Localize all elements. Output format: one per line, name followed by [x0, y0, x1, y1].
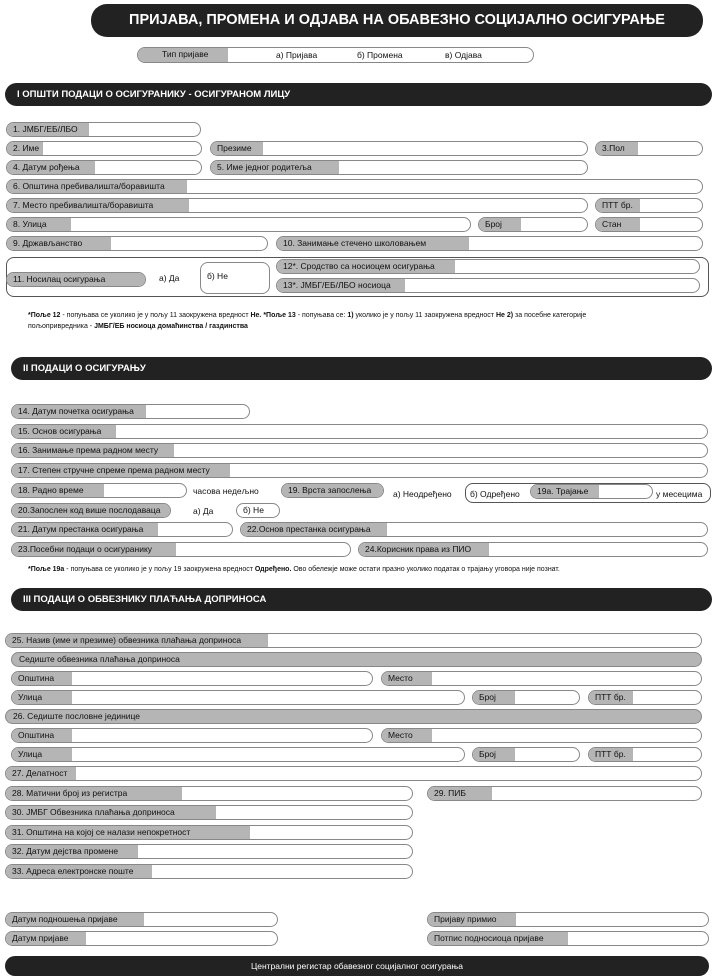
- branch-municipality-label: Општина: [12, 729, 72, 742]
- branch-place-label: Место: [382, 729, 432, 742]
- field-13-holder-jmbg[interactable]: [276, 278, 700, 293]
- field-6-label: 6. Општина пребивалишта/боравишта: [7, 180, 187, 193]
- note-1-g: уколико је у пољу 11 заокружена вредност: [353, 312, 496, 319]
- note-2-a: *Поље 19а: [28, 566, 65, 573]
- note-1-f: 1): [347, 312, 354, 319]
- note-1-i: 2): [504, 312, 514, 319]
- field-2-name[interactable]: [6, 141, 202, 156]
- apartment-label: Стан: [596, 218, 640, 231]
- section-2-note: [28, 564, 708, 575]
- field-24-label: 24.Корисник права из ПИО: [359, 543, 489, 556]
- field-21-end-date[interactable]: [11, 522, 233, 537]
- field-33-email[interactable]: [5, 864, 413, 879]
- section-1-heading: I ОПШТИ ПОДАЦИ О ОСИГУРАНИКУ - ОСИГУРАНОМ ЛИЦУ: [5, 83, 712, 106]
- field-apartment[interactable]: [595, 217, 703, 232]
- field-33-label: 33. Адреса електронске поште: [6, 865, 152, 878]
- payer-place-label: Место: [382, 672, 432, 685]
- field-32-label: 32. Датум дејства промене: [6, 845, 138, 858]
- field-10-occupation[interactable]: [276, 236, 703, 251]
- note-1-d: *Поље 13: [261, 312, 296, 319]
- field-received-by[interactable]: [427, 912, 709, 927]
- field-15-basis[interactable]: [11, 424, 708, 439]
- application-date-label: Датум пријаве: [6, 932, 86, 945]
- section-2-heading: II ПОДАЦИ О ОСИГУРАЊУ: [11, 357, 712, 380]
- field-14-start-date[interactable]: [11, 404, 250, 419]
- branch-street-label: Улица: [12, 748, 72, 761]
- field-29-label: 29. ПИБ: [428, 787, 492, 800]
- field-18-label: 18. Радно време: [12, 484, 104, 497]
- field-payer-postal[interactable]: [588, 690, 702, 705]
- field-11-label: 11. Носилац осигурања: [7, 273, 146, 286]
- footer-registry: Централни регистар обавезног социјалног осигурања: [5, 956, 709, 976]
- employment-indefinite[interactable]: а) Неодређено: [393, 489, 452, 499]
- employment-fixed-term[interactable]: б) Одређено: [470, 489, 520, 499]
- field-application-date[interactable]: [5, 931, 278, 946]
- field-19a-duration[interactable]: [530, 484, 653, 499]
- holder-option-no: б) Не: [207, 271, 228, 281]
- field-22-label: 22.Основ престанка осигурања: [241, 523, 387, 536]
- field-5-label: 5. Име једног родитеља: [211, 161, 339, 174]
- field-payer-place[interactable]: [381, 671, 702, 686]
- field-6-municipality[interactable]: [6, 179, 703, 194]
- field-28-label: 28. Матични број из регистра: [6, 787, 182, 800]
- field-16-label: 16. Занимање према радном месту: [12, 444, 174, 457]
- field-23-special-data[interactable]: [11, 542, 351, 557]
- multi-employer-yes[interactable]: а) Да: [193, 506, 214, 516]
- applicant-signature-label: Потпис подносиоца пријаве: [428, 932, 568, 945]
- field-19a-label: 19а. Трајање: [531, 485, 599, 498]
- field-payer-number[interactable]: [472, 690, 580, 705]
- payer-street-label: Улица: [12, 691, 72, 704]
- field-25-payer-name[interactable]: [5, 633, 702, 648]
- field-branch-street[interactable]: [11, 747, 465, 762]
- field-branch-municipality[interactable]: [11, 728, 373, 743]
- field-22-end-basis[interactable]: [240, 522, 708, 537]
- field-submission-date[interactable]: [5, 912, 278, 927]
- field-4-birthdate[interactable]: [6, 160, 202, 175]
- field-25-label: 25. Назив (име и презиме) обвезника плаћања доприноса: [6, 634, 268, 647]
- field-7-label: 7. Место пребивалишта/боравишта: [7, 199, 189, 212]
- field-payer-municipality[interactable]: [11, 671, 373, 686]
- number-label: Број: [479, 218, 521, 231]
- surname-label: Презиме: [211, 142, 263, 155]
- field-8-label: 8. Улица: [7, 218, 71, 231]
- field-26-branch-seat: 26. Седиште пословне јединице: [5, 709, 702, 724]
- field-4-label: 4. Датум рођења: [7, 161, 95, 174]
- note-2-d: Ово обележје може остати празно уколико податак о трајању уговора није познат.: [291, 566, 560, 573]
- field-payer-street[interactable]: [11, 690, 465, 705]
- holder-option-no-box[interactable]: [200, 262, 270, 294]
- option-deregistration[interactable]: в) Одјава: [445, 50, 482, 60]
- field-30-payer-jmbg[interactable]: [5, 805, 413, 820]
- submission-date-label: Датум подношења пријаве: [6, 913, 144, 926]
- field-20-label: 20.Запослен код више послодаваца: [12, 504, 171, 517]
- payer-municipality-label: Општина: [12, 672, 72, 685]
- field-21-label: 21. Датум престанка осигурања: [12, 523, 158, 536]
- field-1-label: 1. ЈМБГ/ЕБ/ЛБО: [7, 123, 89, 136]
- field-17-label: 17. Степен стручне спреме према радном месту: [12, 464, 230, 477]
- field-8-street[interactable]: [6, 217, 471, 232]
- note-1-a: *Поље 12: [28, 312, 61, 319]
- field-7-place[interactable]: [6, 198, 588, 213]
- note-1-j: за посебне категорије: [513, 312, 587, 319]
- section-1-note: [28, 310, 708, 332]
- note-2-c: Одређено.: [254, 566, 292, 573]
- field-27-activity[interactable]: [5, 766, 702, 781]
- field-15-label: 15. Основ осигурања: [12, 425, 116, 438]
- field-applicant-signature[interactable]: [427, 931, 709, 946]
- field-18-working-hours[interactable]: [11, 483, 187, 498]
- field-14-label: 14. Датум почетка осигурања: [12, 405, 146, 418]
- payer-postal-label: ПТТ бр.: [589, 691, 633, 704]
- field-surname[interactable]: [210, 141, 588, 156]
- application-type-label: Тип пријаве: [138, 48, 228, 62]
- in-months: у месецима: [656, 489, 703, 499]
- option-change[interactable]: б) Промена: [357, 50, 403, 60]
- payer-number-label: Број: [473, 691, 515, 704]
- postal-code-label: ПТТ бр.: [596, 199, 640, 212]
- received-by-label: Пријаву примио: [428, 913, 516, 926]
- field-19-employment-type: [281, 483, 384, 498]
- field-12-relation[interactable]: [276, 259, 700, 274]
- field-5-parent-name[interactable]: [210, 160, 588, 175]
- field-27-label: 27. Делатност: [6, 767, 76, 780]
- branch-postal-label: ПТТ бр.: [589, 748, 633, 761]
- field-branch-number[interactable]: [472, 747, 580, 762]
- note-1-h: Не: [495, 312, 505, 319]
- section-3-heading: III ПОДАЦИ О ОБВЕЗНИКУ ПЛАЋАЊА ДОПРИНОСА: [11, 588, 712, 611]
- note-1-k: пољопривредника -: [28, 323, 95, 330]
- note-1-l: ЈМБГ/ЕБ носиоца домаћинства / газдинства: [94, 323, 248, 330]
- branch-number-label: Број: [473, 748, 515, 761]
- field-11-insurance-holder: [6, 272, 146, 287]
- holder-option-yes[interactable]: а) Да: [159, 273, 180, 283]
- field-10-label: 10. Занимање стечено школовањем: [277, 237, 469, 250]
- field-13-label: 13*. ЈМБГ/ЕБ/ЛБО носиоца: [277, 279, 405, 292]
- field-3-sex[interactable]: [595, 141, 703, 156]
- hours-per-week: часова недељно: [193, 486, 259, 496]
- field-24-pio-beneficiary[interactable]: [358, 542, 708, 557]
- field-32-change-date[interactable]: [5, 844, 413, 859]
- field-2-label: 2. Име: [7, 142, 43, 155]
- field-branch-place[interactable]: [381, 728, 702, 743]
- field-16-job[interactable]: [11, 443, 708, 458]
- multi-employer-no-box[interactable]: [236, 503, 280, 518]
- note-2-b: - попуњава се уколико је у пољу 19 заокружена вредност: [64, 566, 255, 573]
- field-31-property-municipality[interactable]: [5, 825, 413, 840]
- field-30-label: 30. ЈМБГ Обвезника плаћања доприноса: [6, 806, 216, 819]
- field-28-registry-number[interactable]: [5, 786, 413, 801]
- multi-employer-no: б) Не: [243, 505, 264, 515]
- field-9-citizenship[interactable]: [6, 236, 268, 251]
- field-postal-code[interactable]: [595, 198, 703, 213]
- field-29-tax-id[interactable]: [427, 786, 702, 801]
- note-1-e: - попуњава се:: [295, 312, 348, 319]
- field-number[interactable]: [478, 217, 588, 232]
- field-19-label: 19. Врста запослења: [282, 484, 384, 497]
- field-31-label: 31. Општина на којој се налази непокретност: [6, 826, 250, 839]
- form-title: ПРИЈАВА, ПРОМЕНА И ОДЈАВА НА ОБАВЕЗНО СОЦИЈАЛНО ОСИГУРАЊЕ: [91, 4, 703, 37]
- field-9-label: 9. Држављанство: [7, 237, 111, 250]
- note-1-c: Не.: [250, 312, 262, 319]
- note-1-b: - попуњава се уколико је у пољу 11 заокружена вредност: [60, 312, 251, 319]
- field-3-label: 3.Пол: [596, 142, 638, 155]
- field-1-jmbg[interactable]: [6, 122, 201, 137]
- field-23-label: 23.Посебни подаци о осигуранику: [12, 543, 176, 556]
- field-17-qualification[interactable]: [11, 463, 708, 478]
- field-branch-postal[interactable]: [588, 747, 702, 762]
- field-20-multiple-employers: [11, 503, 171, 518]
- field-12-label: 12*. Сродство са носиоцем осигурања: [277, 260, 455, 273]
- payer-seat-heading: Седиште обвезника плаћања доприноса: [11, 652, 702, 667]
- option-registration[interactable]: а) Пријава: [276, 50, 318, 60]
